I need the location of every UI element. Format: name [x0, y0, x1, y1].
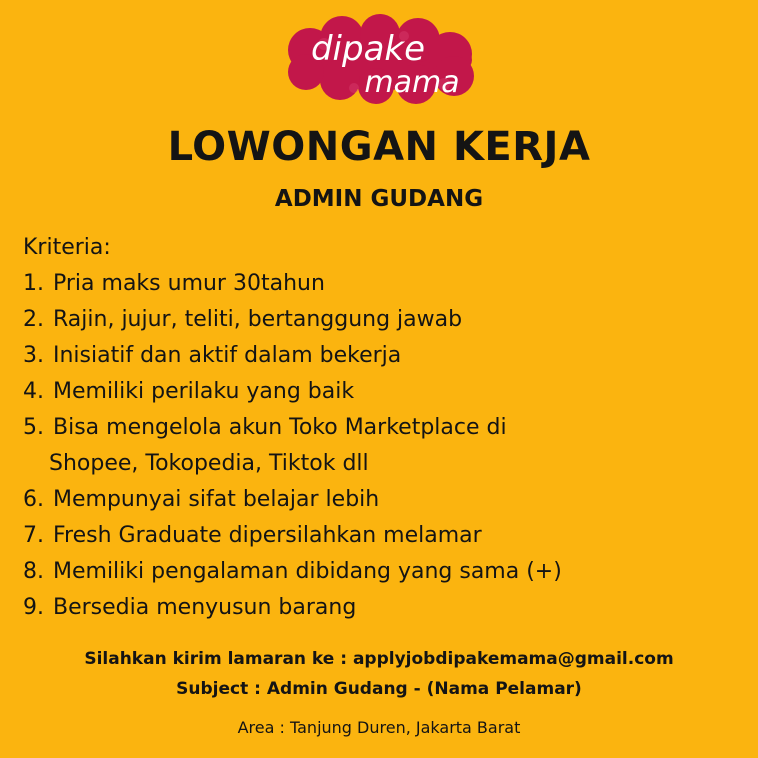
criteria-number: 8. — [23, 559, 44, 584]
criteria-number: 6. — [23, 487, 44, 512]
criteria-number: 3. — [23, 343, 44, 368]
criteria-item — [23, 374, 738, 410]
criteria-number: 4. — [23, 379, 44, 404]
criteria-section — [23, 230, 738, 626]
criteria-number: 7. — [23, 523, 44, 548]
criteria-item — [23, 590, 738, 626]
criteria-item — [23, 410, 738, 446]
contact-section — [0, 644, 758, 704]
criteria-item — [23, 518, 738, 554]
criteria-text: Memiliki perilaku yang baik — [53, 379, 355, 404]
criteria-text: Bersedia menyusun barang — [53, 595, 357, 620]
criteria-item — [23, 338, 738, 374]
job-location: Area : Tanjung Duren, Jakarta Barat — [237, 718, 521, 737]
criteria-text-continuation: Shopee, Tokopedia, Tiktok dll — [49, 451, 369, 476]
criteria-text: Memiliki pengalaman dibidang yang sama (+) — [53, 559, 562, 584]
criteria-item — [23, 302, 738, 338]
criteria-number: 1. — [23, 271, 44, 296]
job-position: ADMIN GUDANG — [274, 186, 484, 212]
criteria-text: Rajin, jujur, teliti, bertanggung jawab — [53, 307, 463, 332]
criteria-item — [23, 554, 738, 590]
criteria-text: Fresh Graduate dipersilahkan melamar — [53, 523, 482, 548]
logo-text-dipake: dipake — [310, 29, 426, 69]
criteria-text: Mempunyai sifat belajar lebih — [53, 487, 380, 512]
criteria-heading: Kriteria: — [23, 235, 111, 260]
criteria-item — [23, 482, 738, 518]
logo-text-mama: mama — [364, 65, 460, 100]
logo-graphic — [284, 14, 480, 106]
application-instruction: Silahkan kirim lamaran ke : applyjobdipakemama@gmail.com — [84, 649, 674, 669]
brand-logo — [284, 14, 480, 106]
criteria-text: Inisiatif dan aktif dalam bekerja — [53, 343, 402, 368]
criteria-number: 9. — [23, 595, 44, 620]
criteria-text: Bisa mengelola akun Toko Marketplace di — [53, 415, 507, 440]
criteria-number: 2. — [23, 307, 44, 332]
criteria-text: Pria maks umur 30tahun — [53, 271, 325, 296]
email-subject: Subject : Admin Gudang - (Nama Pelamar) — [176, 679, 582, 699]
page-title: LOWONGAN KERJA — [167, 124, 591, 170]
criteria-number: 5. — [23, 415, 44, 440]
criteria-item — [23, 266, 738, 302]
